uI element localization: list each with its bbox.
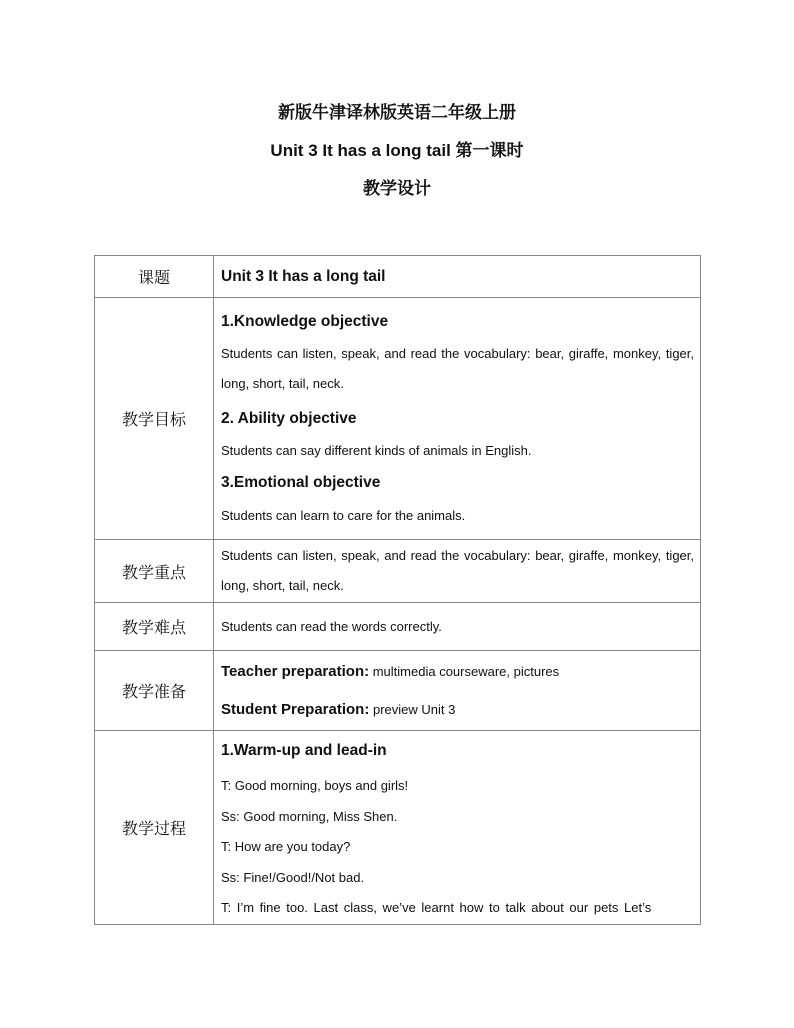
topic-value: Unit 3 It has a long tail xyxy=(214,256,701,298)
emotional-objective-heading: 3.Emotional objective xyxy=(221,474,381,491)
knowledge-objective-text: Students can listen, speak, and read the vocabulary: bear, giraffe, monkey, tiger, long, short, tail, neck. xyxy=(221,346,694,391)
process-cell xyxy=(214,731,701,925)
difficulties-cell xyxy=(214,603,701,651)
table-row-preparation xyxy=(95,651,701,731)
row-label-key-points: 教学重点 xyxy=(95,540,214,603)
teacher-preparation-label: Teacher preparation: xyxy=(221,662,370,680)
document-unit-title: Unit 3 It has a long tail 第一课时 xyxy=(270,141,524,160)
difficulties-text: Students can read the words correctly. xyxy=(221,618,442,634)
process-line: T: Good morning, boys and girls! xyxy=(221,778,409,793)
table-row-key-points xyxy=(95,540,701,603)
process-line: T: I’m fine too. Last class, we’ve learnt how to talk about our pets Let’s xyxy=(221,900,652,915)
student-preparation-line xyxy=(221,699,694,721)
row-label-process: 教学过程 xyxy=(95,731,214,925)
preparation-cell xyxy=(214,651,701,731)
row-label-objectives: 教学目标 xyxy=(95,298,214,540)
table-row-difficulties xyxy=(95,603,701,651)
teacher-preparation-text: multimedia courseware, pictures xyxy=(369,663,560,679)
key-points-cell xyxy=(214,540,701,603)
key-points-text: Students can listen, speak, and read the vocabulary: bear, giraffe, monkey, tiger, long, short, tail, neck. xyxy=(221,548,694,593)
process-line: Ss: Good morning, Miss Shen. xyxy=(221,808,398,824)
student-preparation-text: preview Unit 3 xyxy=(369,701,456,717)
table-row-topic xyxy=(95,256,701,298)
row-label-topic: 课题 xyxy=(95,256,214,298)
document-title-block xyxy=(0,103,794,199)
lesson-plan-table xyxy=(94,255,701,925)
knowledge-objective-heading: 1.Knowledge objective xyxy=(221,313,389,330)
row-label-difficulties: 教学难点 xyxy=(95,603,214,651)
document-subtitle: 教学设计 xyxy=(363,179,431,198)
ability-objective-heading: 2. Ability objective xyxy=(221,410,357,427)
process-line: T: How are you today? xyxy=(221,839,351,854)
process-heading: 1.Warm-up and lead-in xyxy=(221,742,387,759)
table-row-process xyxy=(95,731,701,925)
table-row-objectives xyxy=(95,298,701,540)
document-title: 新版牛津译林版英语二年级上册 xyxy=(278,103,516,122)
emotional-objective-text: Students can learn to care for the animals. xyxy=(221,508,466,523)
objectives-cell xyxy=(214,298,701,540)
student-preparation-label: Student Preparation: xyxy=(221,700,370,718)
row-label-preparation: 教学准备 xyxy=(95,651,214,731)
process-line: Ss: Fine!/Good!/Not bad. xyxy=(221,869,365,885)
ability-objective-text: Students can say different kinds of animals in English. xyxy=(221,443,532,458)
teacher-preparation-line xyxy=(221,661,694,683)
